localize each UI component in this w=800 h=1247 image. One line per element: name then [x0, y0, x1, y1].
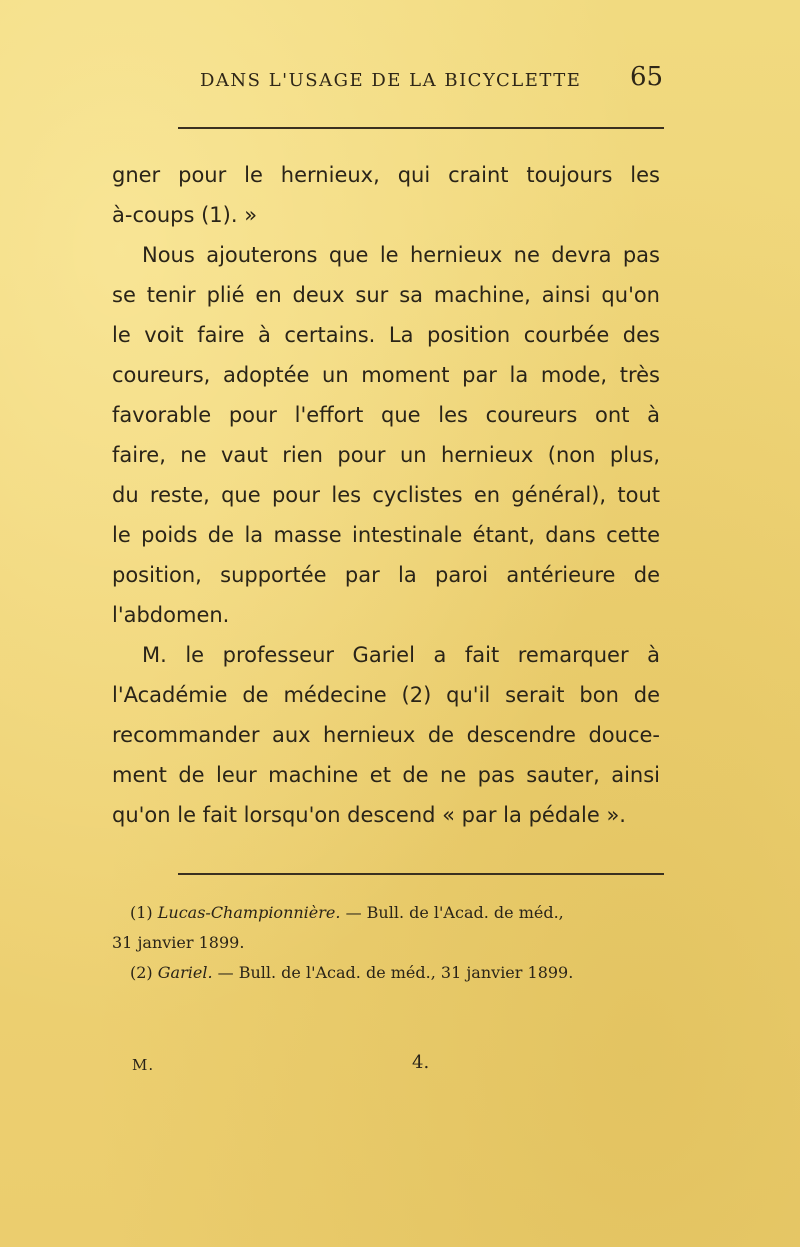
text-line: ment de leur machine et de ne pas sauter, ainsi	[112, 763, 660, 787]
text-line: le poids de la masse intestinale étant, dans cette	[112, 523, 660, 547]
footnote-2	[112, 958, 660, 988]
footnote-author: Lucas-Championnière.	[157, 903, 341, 922]
text-line: gner pour le hernieux, qui craint toujours les	[112, 163, 660, 187]
footnote-ref: — Bull. de l'Acad. de méd., 31 janvier 1899.	[217, 963, 574, 982]
footnotes	[112, 898, 660, 988]
text-line: l'Académie de médecine (2) qu'il serait bon de	[112, 683, 660, 707]
text-line: coureurs, adoptée un moment par la mode, très	[112, 363, 660, 387]
text-line: favorable pour l'effort que les coureurs ont à	[112, 403, 660, 427]
signature-line	[0, 1052, 800, 1082]
running-title: DANS L'USAGE DE LA BICYCLETTE	[200, 70, 582, 91]
footnote-1-cont: 31 janvier 1899.	[112, 933, 245, 952]
body-text	[112, 155, 660, 835]
text-line: à-coups (1). »	[112, 203, 258, 227]
footnote-author: Gariel.	[157, 963, 213, 982]
page-header	[0, 62, 800, 102]
text-line: position, supportée par la paroi antérieure de	[112, 563, 660, 587]
text-line: l'abdomen.	[112, 603, 230, 627]
footnote-rule	[178, 873, 664, 875]
text-line: qu'on le fait lorsqu'on descend « par la pédale ».	[112, 803, 626, 827]
signature-mark-right: 4.	[412, 1052, 430, 1073]
text-line: le voit faire à certains. La position courbée des	[112, 323, 660, 347]
text-line: Nous ajouterons que le hernieux ne devra pas	[142, 243, 660, 267]
footnote-marker: (1)	[130, 903, 153, 922]
signature-mark-left: M.	[132, 1056, 155, 1074]
text-line: M. le professeur Gariel a fait remarquer à	[142, 643, 660, 667]
text-line: du reste, que pour les cyclistes en général), tout	[112, 483, 660, 507]
text-line: recommander aux hernieux de descendre douce-	[112, 723, 660, 747]
header-rule	[178, 127, 664, 129]
footnote-1	[112, 898, 660, 928]
page-number: 65	[630, 62, 664, 92]
text-line: se tenir plié en deux sur sa machine, ainsi qu'on	[112, 283, 660, 307]
footnote-marker: (2)	[130, 963, 153, 982]
footnote-ref: — Bull. de l'Acad. de méd.,	[345, 903, 564, 922]
text-line: faire, ne vaut rien pour un hernieux (non plus,	[112, 443, 660, 467]
